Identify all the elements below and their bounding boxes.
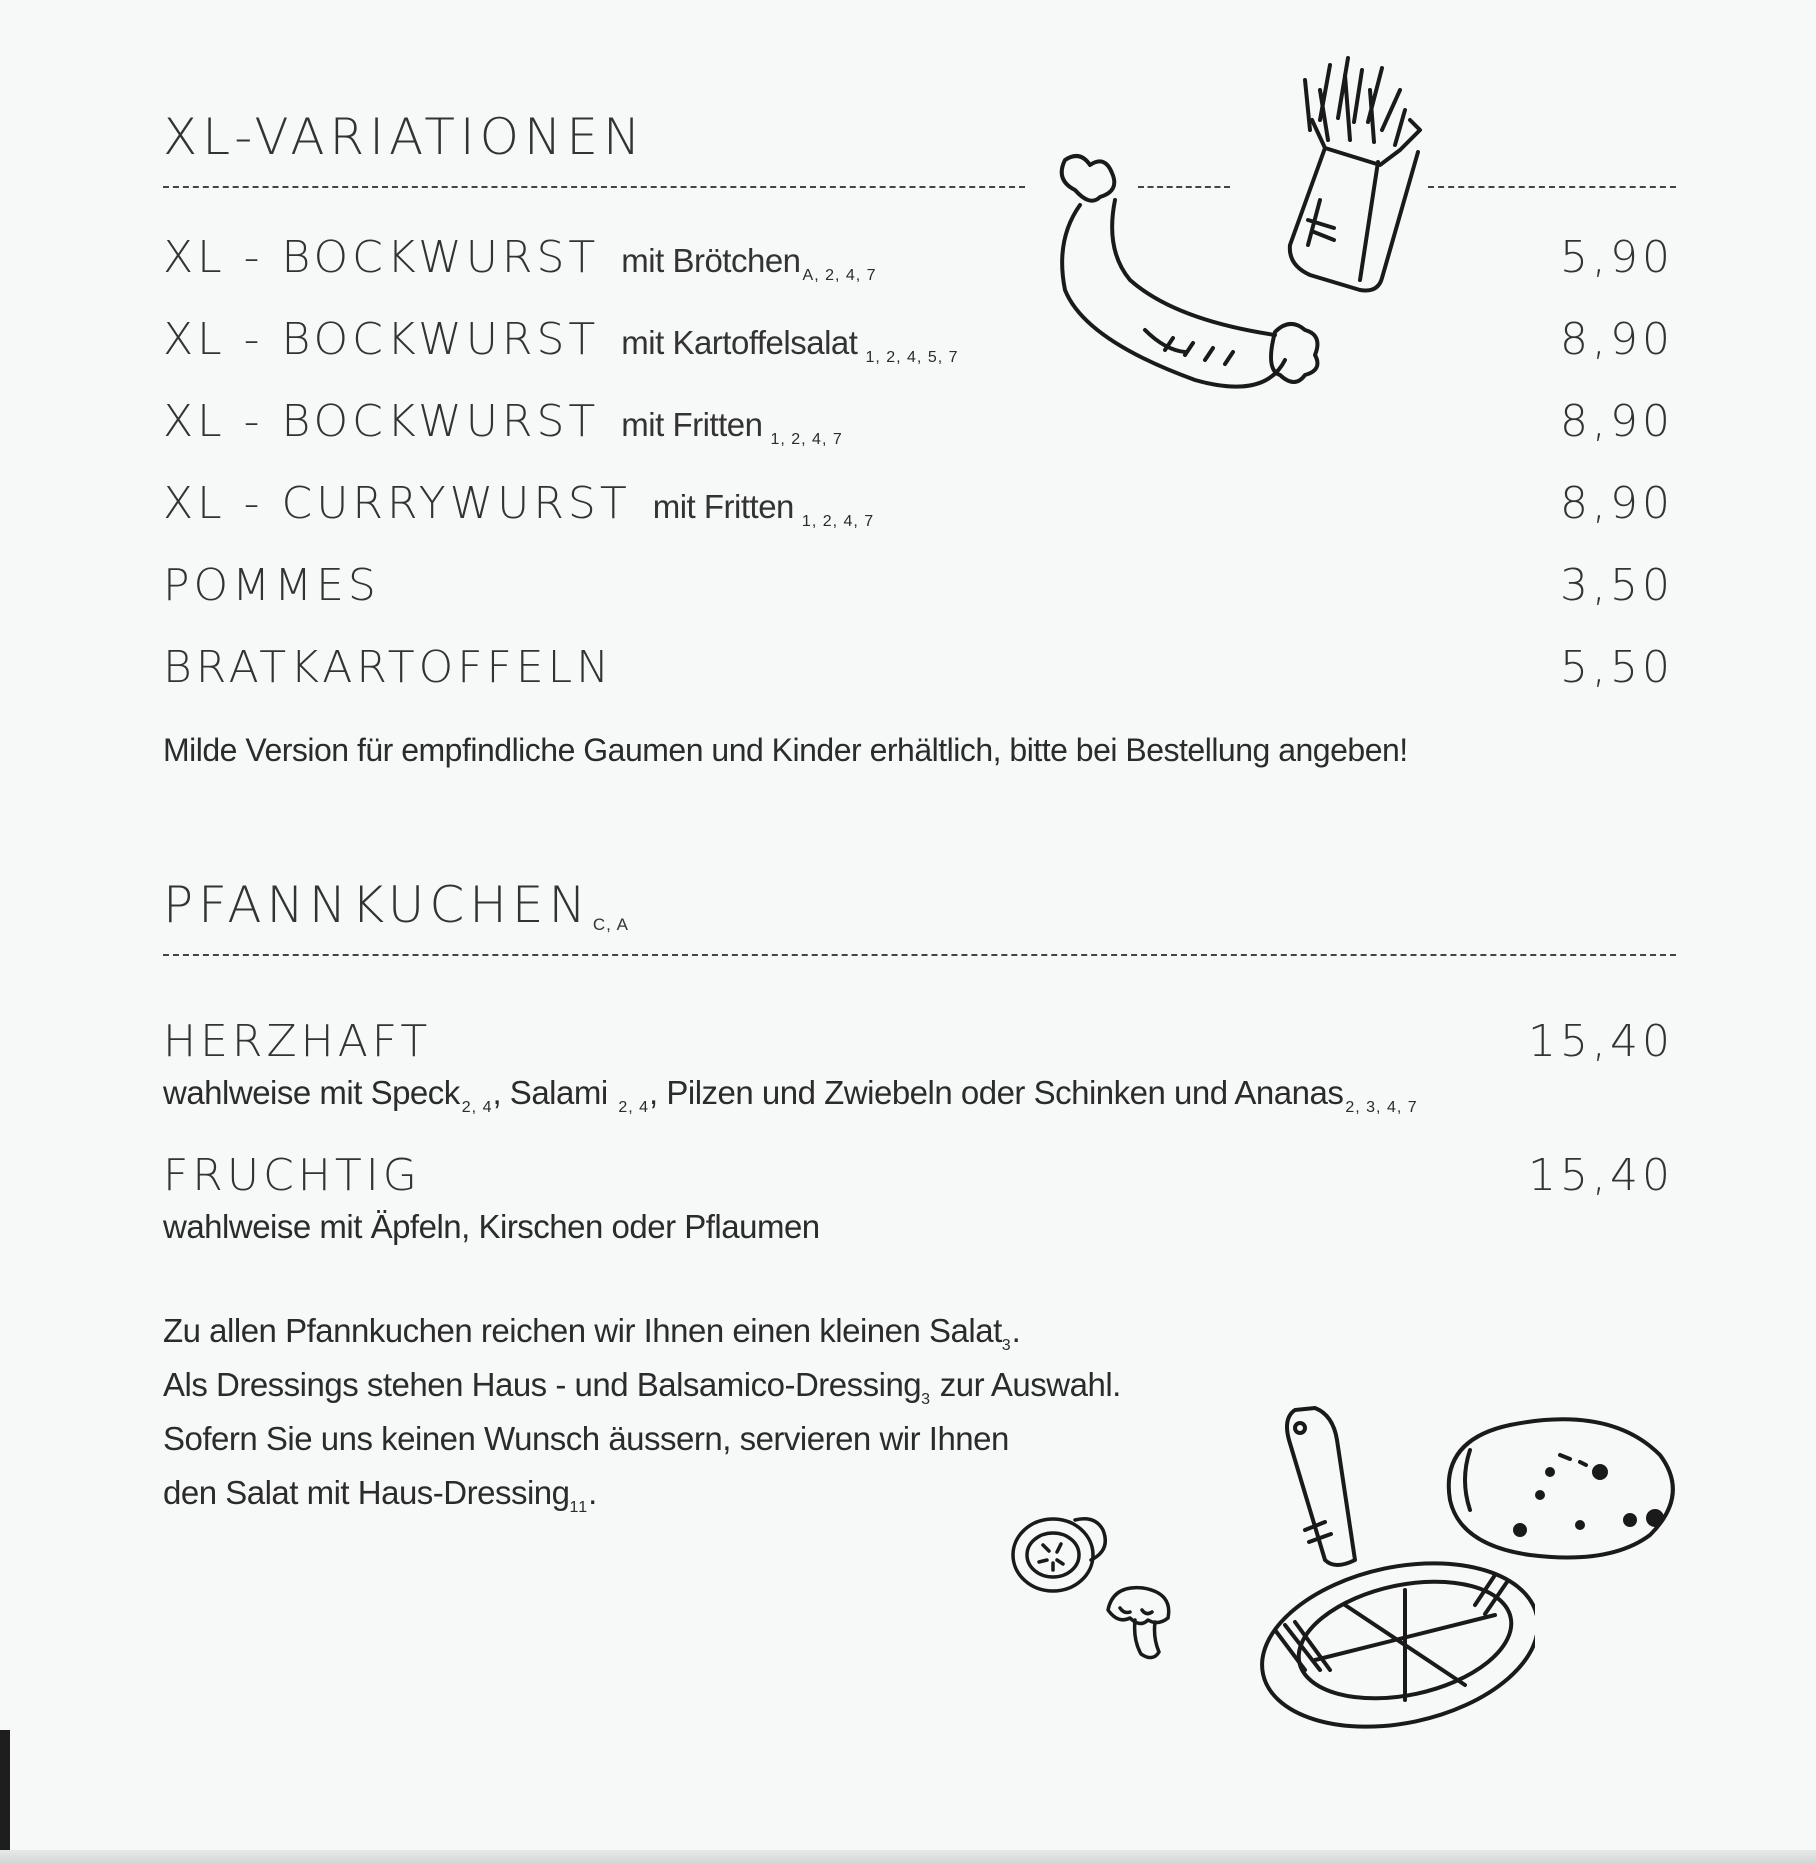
pancake-section-title [163,876,630,934]
menu-item [163,1150,421,1201]
menu-item [163,560,380,611]
salad-note-line [163,1476,597,1516]
item-name: XL - CURRYWURST [163,478,631,529]
allergen-codes: 3 [921,1391,932,1408]
menu-item [163,1016,432,1067]
desc-text: , Pilzen und Zwiebeln oder Schinken und Ananas [649,1074,1344,1111]
mushroom-icon [1100,1580,1180,1670]
note-text: Als Dressings stehen Haus - und Balsamico-Dressing [163,1366,922,1403]
xl-section-title: XL-VARIATIONEN [163,108,646,166]
menu-item [163,478,875,530]
mild-version-note: Milde Version für empfindliche Gaumen und Kinder erhältlich, bitte bei Bestellung angeben! [163,732,1408,768]
note-text: den Salat mit Haus-Dressing [163,1474,570,1511]
item-price: 3,50 [1560,560,1674,611]
item-name: FRUCHTIG [163,1150,421,1201]
menu-item [163,642,614,693]
item-name: POMMES [163,560,380,611]
item-description [163,1076,1418,1116]
item-name: HERZHAFT [163,1016,432,1067]
item-name: XL - BOCKWURST [163,396,600,447]
pancake-icon [1430,1410,1690,1570]
menu-item [163,232,877,284]
salad-note-line: Sofern Sie uns keinen Wunsch äussern, servieren wir Ihnen [163,1420,1009,1457]
item-price: 5,90 [1560,232,1674,283]
item-price: 15,40 [1528,1150,1674,1201]
note-text: . [588,1474,597,1511]
note-text: Zu allen Pfannkuchen reichen wir Ihnen einen kleinen Salat [163,1312,1002,1349]
note-text: zur Auswahl. [931,1366,1121,1403]
allergen-codes: 3 [1001,1337,1012,1354]
allergen-codes: 2, 4 [618,1099,650,1116]
item-price: 5,50 [1560,642,1674,693]
note-text: . [1011,1312,1021,1349]
item-description: mit Kartoffelsalat [621,324,858,361]
page-edge [0,1730,10,1864]
menu-item [163,314,959,366]
item-price: 8,90 [1560,478,1674,529]
item-description: mit Brötchen [621,242,801,279]
desc-text: , Salami [492,1074,617,1111]
allergen-codes: 1, 2, 4, 7 [801,513,875,530]
item-price: 8,90 [1560,396,1674,447]
allergen-codes: 1, 2, 4, 5, 7 [865,349,959,366]
allergen-codes: C, A [592,915,630,934]
item-description: wahlweise mit Äpfeln, Kirschen oder Pflaumen [163,1208,820,1245]
item-price: 8,90 [1560,314,1674,365]
menu-item [163,396,843,448]
item-name: XL - BOCKWURST [163,232,600,283]
divider [163,186,1025,188]
allergen-codes: 11 [569,1499,589,1516]
salad-note-line [163,1314,1020,1354]
allergen-codes: 2, 4 [461,1099,493,1116]
divider [163,954,1676,956]
item-name: BRATKARTOFFELN [163,642,614,693]
item-name: XL - BOCKWURST [163,314,600,365]
pancake-title-text: PFANNKUCHEN [163,876,591,934]
sausage-icon [1035,150,1335,410]
item-price: 15,40 [1528,1016,1674,1067]
page-edge [0,1850,1816,1864]
item-description: mit Fritten [652,488,794,525]
desc-text: wahlweise mit Speck [163,1074,460,1111]
allergen-codes: 1, 2, 4, 7 [770,431,843,448]
allergen-codes: 2, 3, 4, 7 [1345,1099,1418,1116]
tomato-icon [1005,1500,1115,1600]
allergen-codes: A, 2, 4, 7 [802,267,877,284]
item-description: mit Fritten [621,406,763,443]
divider [1428,186,1676,188]
salad-note-line [163,1368,1121,1408]
